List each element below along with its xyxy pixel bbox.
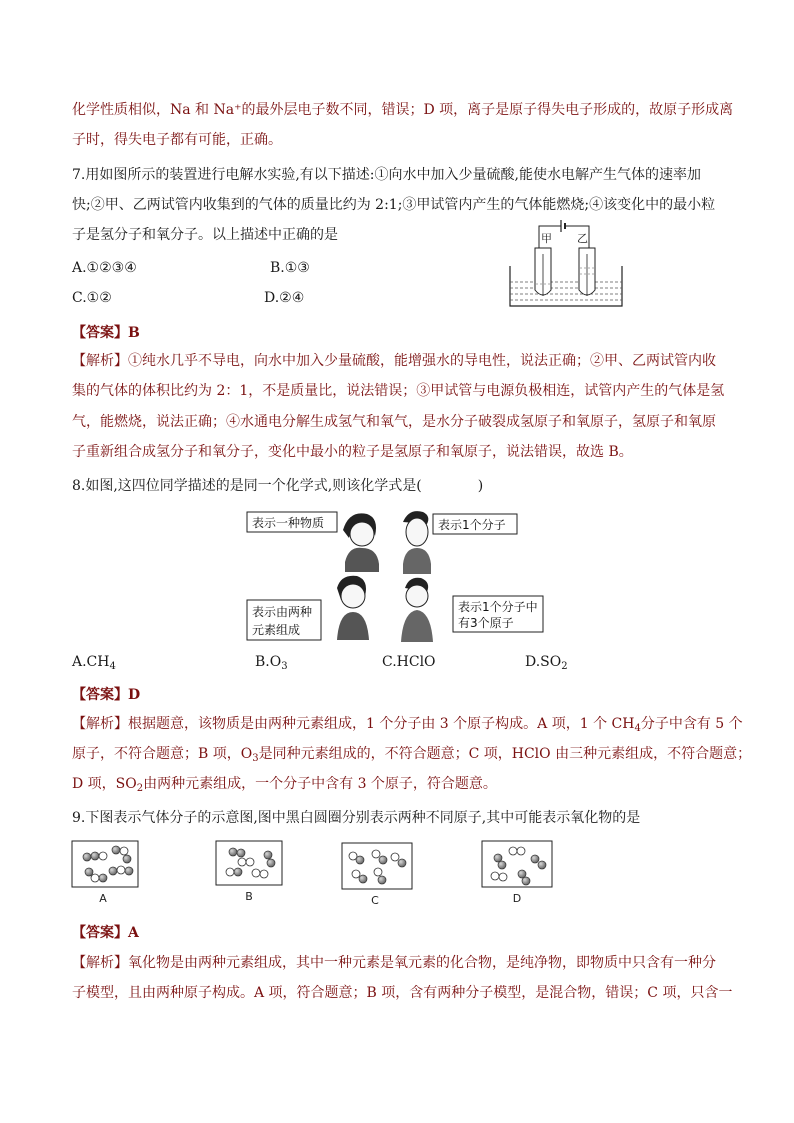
q9-answer: 【答案】A (72, 925, 139, 941)
student-girl-1-illustration (343, 513, 379, 572)
q7-stem-line-3: 子是氢分子和氧分子。以上描述中正确的是 (72, 227, 338, 243)
molecule-boxes-figure (70, 838, 560, 908)
q8-stem: 8.如图,这四位同学描述的是同一个化学式,则该化学式是( ) (72, 478, 484, 494)
q9-explanation-line-2: 子模型，且由两种原子构成。A 项，符合题意；B 项，含有两种分子模型，是混合物，错误；C 项，只含一 (72, 985, 733, 1001)
q7-explanation-line-3: 气，能燃烧，说法正确；④水通电分解生成氢气和氧气，是水分子破裂成氢原子和氧原子，氢原子和氧原 (72, 414, 716, 430)
q8-option-d: $D.SO_2$ (525, 654, 568, 672)
bubble-three-atoms-line-2: 有3个原子 (458, 616, 514, 630)
electrolysis-apparatus-figure (505, 218, 627, 310)
q8-option-c: C.HClO (382, 654, 436, 670)
q7-option-d: D.②④ (264, 290, 305, 306)
box-b-label: B (245, 890, 253, 903)
student-girl-2-illustration (337, 576, 369, 640)
q6-explanation-line-2: 子时，得失电子都有可能，正确。 (72, 132, 282, 148)
q7-option-c: C.①② (72, 290, 112, 306)
q8-answer: 【答案】D (72, 687, 141, 703)
q8-explanation-line-3: D 项，$SO_2$由两种元素组成，一个分子中含有 3 个原子，符合题意。 (72, 776, 497, 794)
q9-stem: 9.下图表示气体分子的示意图,图中黑白圆圈分别表示两种不同原子,其中可能表示氧化物的是 (72, 810, 641, 826)
box-a-label: A (99, 892, 107, 905)
q8-explanation-line-2: 原子，不符合题意；B 项，$O_3$是同种元素组成的，不符合题意；C 项，HClO 由三种元素组成，不符合题意； (72, 746, 752, 764)
q6-explanation-line-1: 化学性质相似，Na 和 Na⁺的最外层电子数不同，错误；D 项，离子是原子得失电子形成的，故原子形成离 (72, 102, 734, 118)
q7-explanation-line-4: 子重新组合成氢分子和氧分子，变化中最小的粒子是氢原子和氧原子，说法错误，故选 B。 (72, 444, 633, 460)
q7-option-a: A.①②③④ (72, 260, 137, 276)
tube-label-jia: 甲 (541, 232, 552, 245)
bubble-two-elements-line-2: 元素组成 (252, 623, 301, 637)
q7-stem-line-1: 7.用如图所示的装置进行电解水实验,有以下描述:①向水中加入少量硫酸,能使水电解产生气体的速率加 (72, 167, 701, 183)
q7-explanation-line-2: 集的气体的体积比约为 2：1，不是质量比，说法错误；③甲试管与电源负极相连，试管内产生的气体是氢 (72, 383, 725, 399)
box-c-label: C (371, 894, 379, 907)
q7-answer: 【答案】B (72, 325, 140, 341)
q9-explanation-line-1: 【解析】氧化物是由两种元素组成，其中一种元素是氧元素的化合物，是纯净物，即物质中只含有一种分 (72, 955, 716, 971)
q7-explanation-line-1: 【解析】①纯水几乎不导电，向水中加入少量硫酸，能增强水的导电性，说法正确；②甲、乙两试管内收 (72, 353, 716, 369)
bubble-one-substance: 表示一种物质 (252, 516, 325, 530)
bubble-two-elements-line-1: 表示由两种 (252, 605, 313, 619)
q8-option-a: $A.CH_4$ (72, 654, 116, 672)
q8-explanation-line-1: 【解析】根据题意，该物质是由两种元素组成，1 个分子由 3 个原子构成。A 项，1 个 $CH_4$分子中含有 5 个 (72, 716, 743, 734)
bubble-three-atoms-line-1: 表示1个分子中 (458, 600, 538, 614)
student-boy-2-illustration (401, 578, 433, 642)
q8-option-b: $B.O_3$ (255, 654, 288, 672)
tube-label-yi: 乙 (577, 232, 588, 245)
box-d-label: D (512, 892, 522, 905)
student-boy-1-illustration (403, 511, 431, 574)
four-students-figure (245, 504, 547, 650)
q7-option-b: B.①③ (270, 260, 310, 276)
q7-stem-line-2: 快;②甲、乙两试管内收集到的气体的质量比约为 2:1;③甲试管内产生的气体能燃烧;④该变化中的最小粒 (72, 197, 716, 213)
bubble-one-molecule: 表示1个分子 (438, 518, 506, 532)
